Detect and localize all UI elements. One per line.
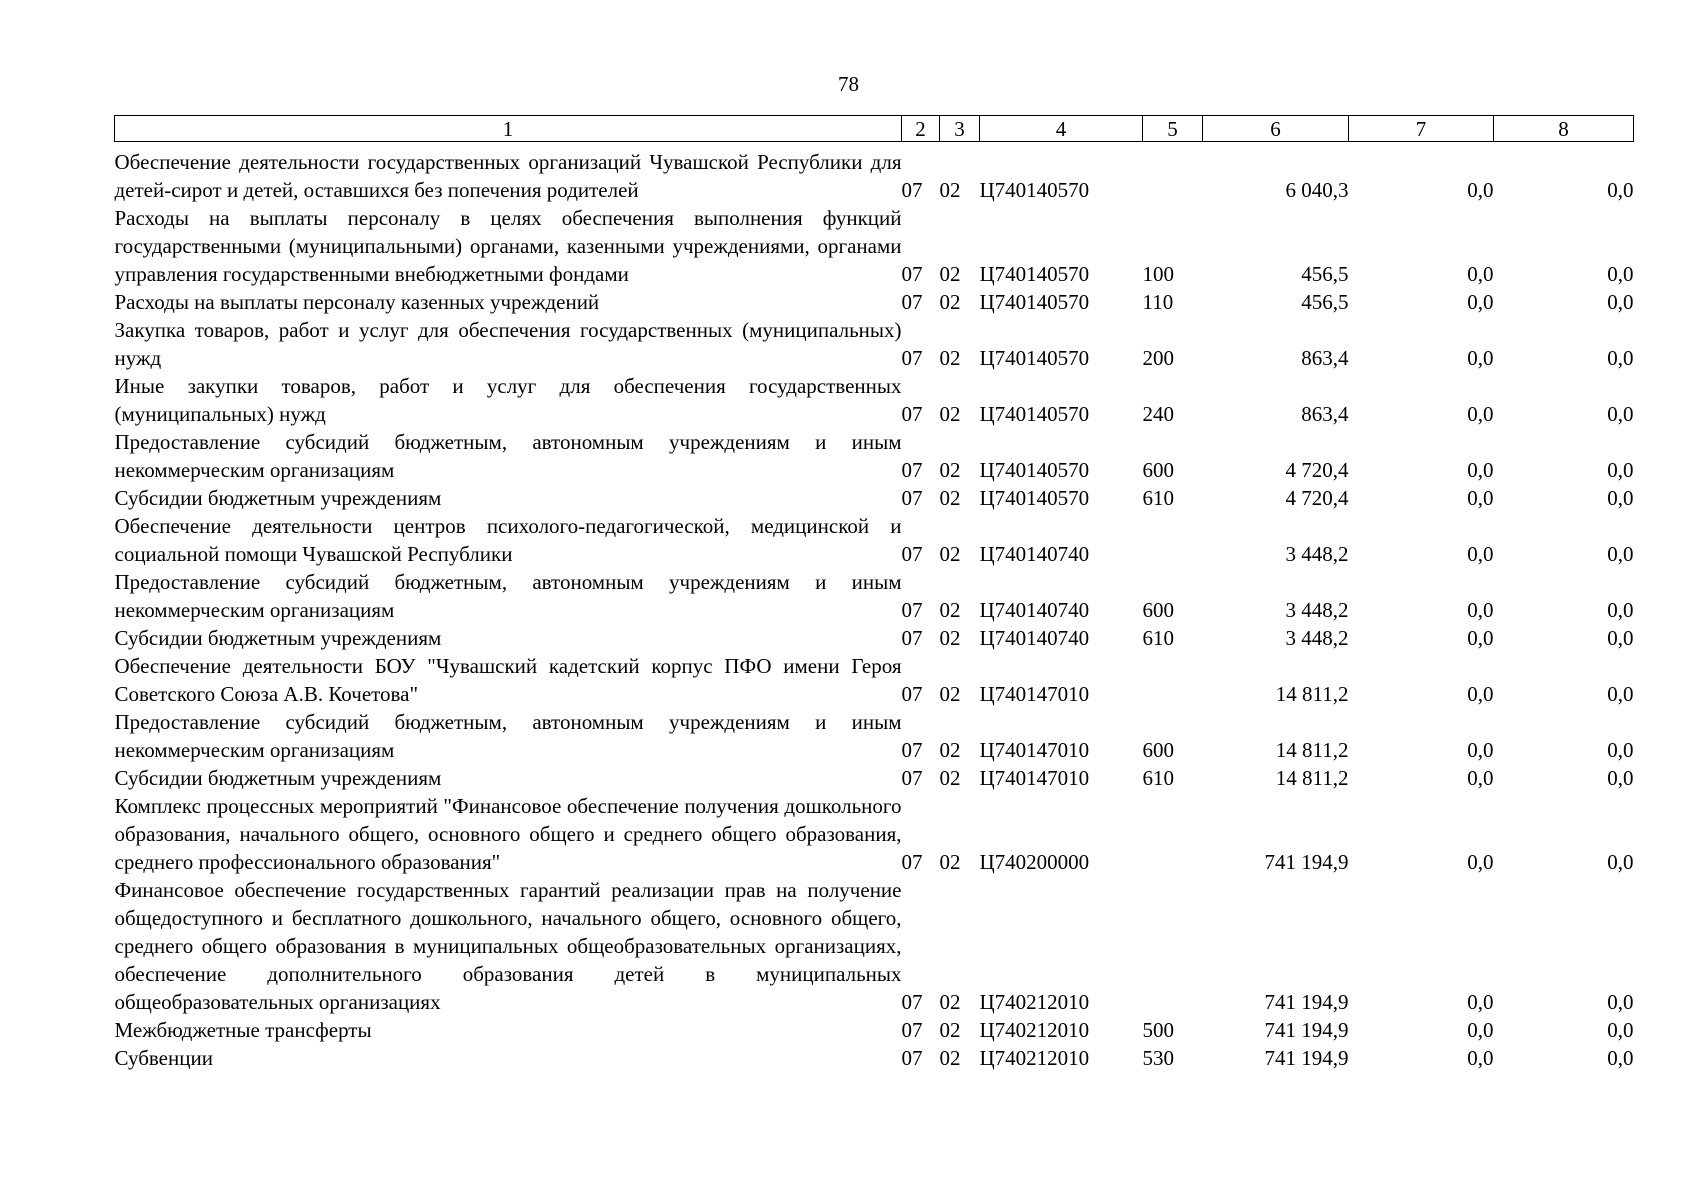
- target-article-code: Ц740140570: [979, 458, 1090, 482]
- column-header: 6: [1203, 116, 1349, 142]
- amount-col-6: 3 448,2: [1285, 542, 1349, 566]
- table-row: [115, 764, 1634, 792]
- expense-type-code: 610: [1142, 486, 1174, 510]
- amount-col-6: 4 720,4: [1285, 458, 1349, 482]
- amount-col-6: 456,5: [1301, 290, 1349, 314]
- item-name: Обеспечение деятельности государственных организаций Чувашской Республики для детей-сирот и детей, оставшихся без попечения родителей: [114, 150, 902, 202]
- target-article-code: Ц740140570: [979, 290, 1090, 314]
- target-article-code: Ц740140570: [979, 178, 1090, 202]
- target-article-code: Ц740200000: [979, 850, 1090, 874]
- target-article-code: Ц740212010: [979, 990, 1090, 1014]
- item-name: Субсидии бюджетным учреждениям: [114, 626, 442, 650]
- item-name: Субсидии бюджетным учреждениям: [114, 766, 442, 790]
- table-row: [115, 512, 1634, 568]
- expense-type-code: [1143, 512, 1203, 568]
- amount-col-7: 0,0: [1467, 346, 1494, 370]
- amount-col-6: 3 448,2: [1285, 626, 1349, 650]
- target-article-code: Ц740147010: [979, 682, 1090, 706]
- amount-col-6: 863,4: [1301, 402, 1349, 426]
- section-code: 07: [901, 850, 923, 874]
- section-code: 07: [901, 626, 923, 650]
- amount-col-6: 14 811,2: [1275, 682, 1349, 706]
- subsection-code: 02: [939, 290, 961, 314]
- item-name: Обеспечение деятельности центров психолого-педагогической, медицинской и социальной помощи Чувашской Республики: [114, 514, 902, 566]
- target-article-code: Ц740140740: [979, 598, 1090, 622]
- target-article-code: Ц740140740: [979, 626, 1090, 650]
- item-name: Закупка товаров, работ и услуг для обеспечения государственных (муниципальных) нужд: [114, 318, 902, 370]
- item-name: Комплекс процессных мероприятий "Финансовое обеспечение получения дошкольного образования, начального общего, основного общего и среднего общего образования, среднего профессионального образования": [114, 794, 902, 874]
- amount-col-6: 741 194,9: [1264, 990, 1349, 1014]
- amount-col-8: 0,0: [1607, 402, 1634, 426]
- table-row: [115, 372, 1634, 428]
- amount-col-8: 0,0: [1607, 346, 1634, 370]
- expense-type-code: [1143, 148, 1203, 204]
- section-code: 07: [901, 458, 923, 482]
- table-row: [115, 876, 1634, 1016]
- amount-col-8: 0,0: [1607, 738, 1634, 762]
- amount-col-8: 0,0: [1607, 486, 1634, 510]
- amount-col-7: 0,0: [1467, 1018, 1494, 1042]
- item-name: Предоставление субсидий бюджетным, автономным учреждениям и иным некоммерческим организациям: [114, 570, 902, 622]
- subsection-code: 02: [939, 402, 961, 426]
- subsection-code: 02: [939, 178, 961, 202]
- amount-col-6: 3 448,2: [1285, 598, 1349, 622]
- amount-col-8: 0,0: [1607, 598, 1634, 622]
- expense-type-code: 530: [1142, 1046, 1174, 1070]
- amount-col-7: 0,0: [1467, 402, 1494, 426]
- subsection-code: 02: [939, 1018, 961, 1042]
- table-row: [115, 1016, 1634, 1044]
- amount-col-7: 0,0: [1467, 850, 1494, 874]
- item-name: Субсидии бюджетным учреждениям: [114, 486, 442, 510]
- amount-col-7: 0,0: [1467, 262, 1494, 286]
- section-code: 07: [901, 542, 923, 566]
- amount-col-6: 14 811,2: [1275, 766, 1349, 790]
- table-row: [115, 484, 1634, 512]
- section-code: 07: [901, 766, 923, 790]
- subsection-code: 02: [939, 542, 961, 566]
- expense-type-code: [1143, 652, 1203, 708]
- expense-type-code: 100: [1142, 262, 1174, 286]
- amount-col-8: 0,0: [1607, 850, 1634, 874]
- section-code: 07: [901, 1018, 923, 1042]
- column-header: 2: [902, 116, 940, 142]
- subsection-code: 02: [939, 990, 961, 1014]
- section-code: 07: [901, 178, 923, 202]
- amount-col-8: 0,0: [1607, 626, 1634, 650]
- target-article-code: Ц740140570: [979, 262, 1090, 286]
- table-row: [115, 288, 1634, 316]
- amount-col-8: 0,0: [1607, 766, 1634, 790]
- subsection-code: 02: [939, 598, 961, 622]
- table-row: [115, 652, 1634, 708]
- amount-col-8: 0,0: [1607, 1018, 1634, 1042]
- table-body: [115, 142, 1634, 1073]
- amount-col-7: 0,0: [1467, 990, 1494, 1014]
- amount-col-7: 0,0: [1467, 626, 1494, 650]
- amount-col-8: 0,0: [1607, 682, 1634, 706]
- item-name: Межбюджетные трансферты: [114, 1018, 372, 1042]
- amount-col-7: 0,0: [1467, 178, 1494, 202]
- amount-col-7: 0,0: [1467, 542, 1494, 566]
- target-article-code: Ц740147010: [979, 738, 1090, 762]
- table-row: [115, 428, 1634, 484]
- amount-col-8: 0,0: [1607, 1046, 1634, 1070]
- amount-col-6: 4 720,4: [1285, 486, 1349, 510]
- expense-type-code: 200: [1142, 346, 1174, 370]
- page-number: 78: [838, 72, 859, 96]
- subsection-code: 02: [939, 626, 961, 650]
- target-article-code: Ц740212010: [979, 1046, 1090, 1070]
- subsection-code: 02: [939, 682, 961, 706]
- expense-type-code: 600: [1142, 738, 1174, 762]
- expense-type-code: 600: [1142, 598, 1174, 622]
- amount-col-7: 0,0: [1467, 598, 1494, 622]
- amount-col-8: 0,0: [1607, 990, 1634, 1014]
- expense-type-code: 240: [1142, 402, 1174, 426]
- table-row: [115, 204, 1634, 288]
- target-article-code: Ц740212010: [979, 1018, 1090, 1042]
- amount-col-7: 0,0: [1467, 290, 1494, 314]
- target-article-code: Ц740140570: [979, 486, 1090, 510]
- expense-type-code: 610: [1142, 766, 1174, 790]
- item-name: Предоставление субсидий бюджетным, автономным учреждениям и иным некоммерческим организациям: [114, 430, 902, 482]
- amount-col-6: 456,5: [1301, 262, 1349, 286]
- amount-col-8: 0,0: [1607, 262, 1634, 286]
- amount-col-6: 6 040,3: [1285, 178, 1349, 202]
- subsection-code: 02: [939, 346, 961, 370]
- section-code: 07: [901, 738, 923, 762]
- expense-type-code: [1143, 792, 1203, 876]
- table-row: [115, 316, 1634, 372]
- column-header: 5: [1143, 116, 1203, 142]
- amount-col-8: 0,0: [1607, 290, 1634, 314]
- table-row: [115, 568, 1634, 624]
- amount-col-7: 0,0: [1467, 766, 1494, 790]
- table-row: [115, 1044, 1634, 1072]
- target-article-code: Ц740140570: [979, 346, 1090, 370]
- section-code: 07: [901, 262, 923, 286]
- item-name: Обеспечение деятельности БОУ "Чувашский кадетский корпус ПФО имени Героя Советского Союза А.В. Кочетова": [114, 654, 902, 706]
- amount-col-8: 0,0: [1607, 542, 1634, 566]
- section-code: 07: [901, 486, 923, 510]
- budget-table: [114, 115, 1634, 1072]
- amount-col-8: 0,0: [1607, 458, 1634, 482]
- item-name: Расходы на выплаты персоналу казенных учреждений: [114, 290, 600, 314]
- section-code: 07: [901, 682, 923, 706]
- header-row: [115, 116, 1634, 142]
- target-article-code: Ц740147010: [979, 766, 1090, 790]
- column-header: 4: [980, 116, 1143, 142]
- amount-col-6: 863,4: [1301, 346, 1349, 370]
- item-name: Расходы на выплаты персоналу в целях обеспечения выполнения функций государственными (муниципальными) органами, казенными учреждениями, органами управления государственными внебюджетными фондами: [114, 206, 902, 286]
- subsection-code: 02: [939, 738, 961, 762]
- item-name: Субвенции: [114, 1046, 213, 1070]
- item-name: Предоставление субсидий бюджетным, автономным учреждениям и иным некоммерческим организациям: [114, 710, 902, 762]
- subsection-code: 02: [939, 766, 961, 790]
- subsection-code: 02: [939, 458, 961, 482]
- section-code: 07: [901, 402, 923, 426]
- expense-type-code: [1143, 876, 1203, 1016]
- table-row: [115, 148, 1634, 204]
- item-name: Иные закупки товаров, работ и услуг для обеспечения государственных (муниципальных) нужд: [114, 374, 902, 426]
- expense-type-code: 600: [1142, 458, 1174, 482]
- section-code: 07: [901, 990, 923, 1014]
- column-header: 7: [1349, 116, 1494, 142]
- target-article-code: Ц740140570: [979, 402, 1090, 426]
- subsection-code: 02: [939, 1046, 961, 1070]
- section-code: 07: [901, 346, 923, 370]
- subsection-code: 02: [939, 850, 961, 874]
- column-header: 3: [940, 116, 980, 142]
- subsection-code: 02: [939, 486, 961, 510]
- section-code: 07: [901, 1046, 923, 1070]
- expense-type-code: 110: [1142, 290, 1174, 314]
- expense-type-code: 610: [1142, 626, 1174, 650]
- amount-col-6: 741 194,9: [1264, 1046, 1349, 1070]
- subsection-code: 02: [939, 262, 961, 286]
- amount-col-6: 14 811,2: [1275, 738, 1349, 762]
- section-code: 07: [901, 290, 923, 314]
- item-name: Финансовое обеспечение государственных гарантий реализации прав на получение общедоступного и бесплатного дошкольного, начального общего, основного общего, среднего общего образования в муниципальных общеобразовательных организациях, обеспечение дополнительного образования детей в муниципальных общеобразовательных организациях: [114, 878, 902, 1014]
- table-row: [115, 792, 1634, 876]
- column-header: 1: [115, 116, 902, 142]
- amount-col-7: 0,0: [1467, 738, 1494, 762]
- table-row: [115, 708, 1634, 764]
- amount-col-7: 0,0: [1467, 486, 1494, 510]
- amount-col-7: 0,0: [1467, 458, 1494, 482]
- table-row: [115, 624, 1634, 652]
- column-header: 8: [1494, 116, 1634, 142]
- expense-type-code: 500: [1142, 1018, 1174, 1042]
- amount-col-6: 741 194,9: [1264, 850, 1349, 874]
- target-article-code: Ц740140740: [979, 542, 1090, 566]
- amount-col-8: 0,0: [1607, 178, 1634, 202]
- amount-col-7: 0,0: [1467, 682, 1494, 706]
- section-code: 07: [901, 598, 923, 622]
- amount-col-6: 741 194,9: [1264, 1018, 1349, 1042]
- amount-col-7: 0,0: [1467, 1046, 1494, 1070]
